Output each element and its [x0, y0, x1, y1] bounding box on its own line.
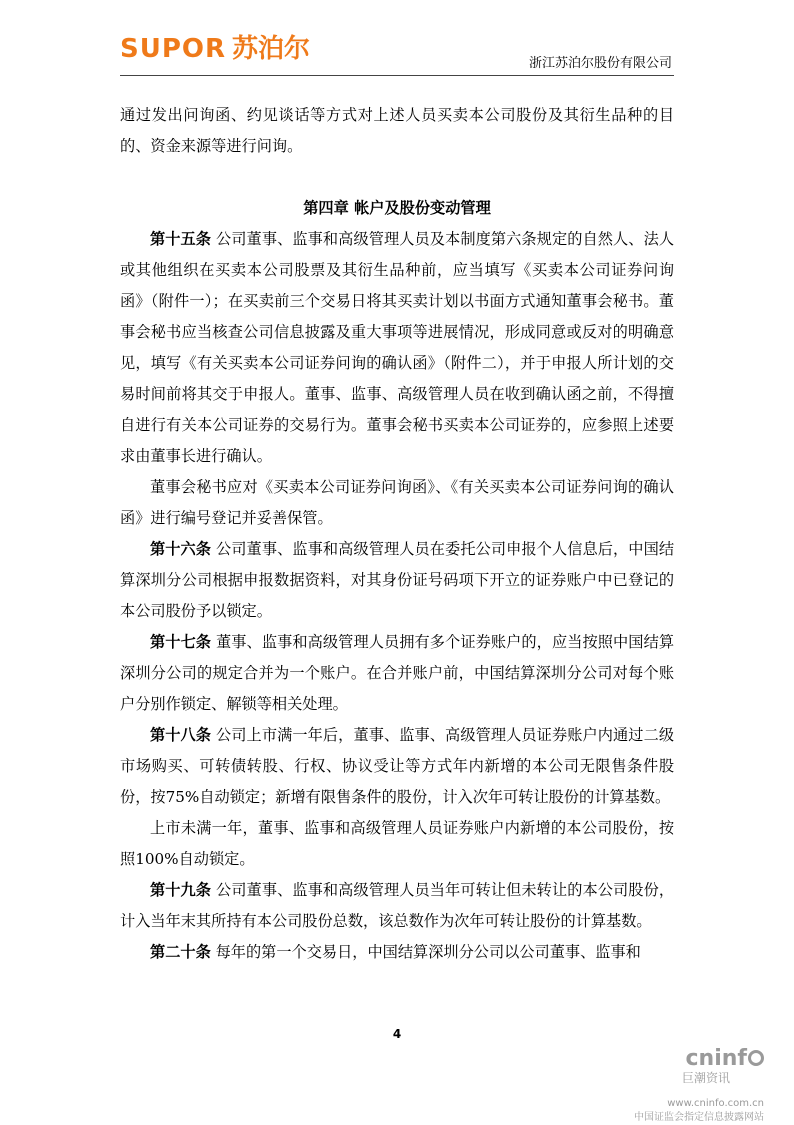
- document-body: [120, 100, 674, 968]
- watermark-brand: cninf: [685, 1046, 747, 1071]
- article-label: 第十九条: [150, 881, 212, 899]
- intro-paragraph: 通过发出问询函、约见谈话等方式对上述人员买卖本公司股份及其衍生品种的目的、资金来源等进行问询。: [120, 106, 674, 155]
- logo-latin: SUPOR: [120, 34, 227, 64]
- watermark-brand-cn: 巨潮资讯: [681, 1071, 730, 1085]
- chapter-title: 第四章 帐户及股份变动管理: [303, 199, 491, 217]
- cninfo-watermark: [614, 1047, 764, 1125]
- article-label: 第十五条: [150, 230, 212, 248]
- article-19: [120, 875, 674, 937]
- article-text: 公司董事、监事和高级管理人员及本制度第六条规定的自然人、法人或其他组织在买卖本公司股票及其衍生品种前，应当填写《买卖本公司证券问询函》（附件一）；在买卖前三个交易日将其买卖计划以书面方式通知董事会秘书。董事会秘书应当核查公司信息披露及重大事项等进展情况，形成同意或反对的明确意见，填写《有关买卖本公司证券问询的确认函》（附件二），并于申报人所计划的交易时间前将其交于申报人。董事、监事、高级管理人员在收到确认函之前，不得擅自进行有关本公司证券的交易行为。董事会秘书买卖本公司证券的，应参照上述要求由董事长进行确认。: [120, 230, 675, 465]
- article-18-paragraph-2: [120, 813, 674, 875]
- article-17: [120, 627, 674, 720]
- article-20: [120, 937, 674, 968]
- cninfo-logo-icon: [748, 1050, 764, 1066]
- article-text: 公司董事、监事和高级管理人员在委托公司申报个人信息后，中国结算深圳分公司根据申报数据资料，对其身份证号码项下开立的证券账户中已登记的本公司股份予以锁定。: [120, 540, 675, 620]
- supor-logo: [120, 34, 310, 64]
- page-header: [0, 0, 794, 80]
- article-label: 第二十条: [150, 943, 211, 961]
- article-text: 每年的第一个交易日，中国结算深圳分公司以公司董事、监事和: [215, 943, 641, 961]
- article-text: 上市未满一年，董事、监事和高级管理人员证券账户内新增的本公司股份，按照100%自动锁定。: [120, 819, 674, 868]
- watermark-slogan: 中国证监会指定信息披露网站: [634, 1112, 764, 1123]
- article-16: [120, 534, 674, 627]
- article-text: 公司上市满一年后，董事、监事、高级管理人员证券账户内通过二级市场购买、可转债转股、行权、协议受让等方式年内新增的本公司无限售条件股份，按75%自动锁定；新增有限售条件的股份，计入次年可转让股份的计算基数。: [120, 726, 675, 806]
- article-15: [120, 224, 674, 472]
- header-divider: [120, 75, 674, 76]
- logo-cn: 苏泊尔: [232, 34, 311, 64]
- article-label: 第十八条: [150, 726, 212, 744]
- company-name: 浙江苏泊尔股份有限公司: [528, 56, 672, 71]
- article-label: 第十六条: [150, 540, 212, 558]
- article-15-paragraph-2: [120, 472, 674, 534]
- article-text: 公司董事、监事和高级管理人员当年可转让但未转让的本公司股份，计入当年末其所持有本公司股份总数，该总数作为次年可转让股份的计算基数。: [120, 881, 675, 930]
- article-18: [120, 720, 674, 813]
- watermark-url: www.cninfo.com.cn: [667, 1098, 764, 1109]
- page-number: 4: [392, 1027, 402, 1041]
- article-label: 第十七条: [150, 633, 212, 651]
- article-text: 董事、监事和高级管理人员拥有多个证券账户的，应当按照中国结算深圳分公司的规定合并为一个账户。在合并账户前，中国结算深圳分公司对每个账户分别作锁定、解锁等相关处理。: [120, 633, 675, 713]
- article-text: 董事会秘书应对《买卖本公司证券问询函》、《有关买卖本公司证券问询的确认函》进行编号登记并妥善保管。: [120, 478, 674, 527]
